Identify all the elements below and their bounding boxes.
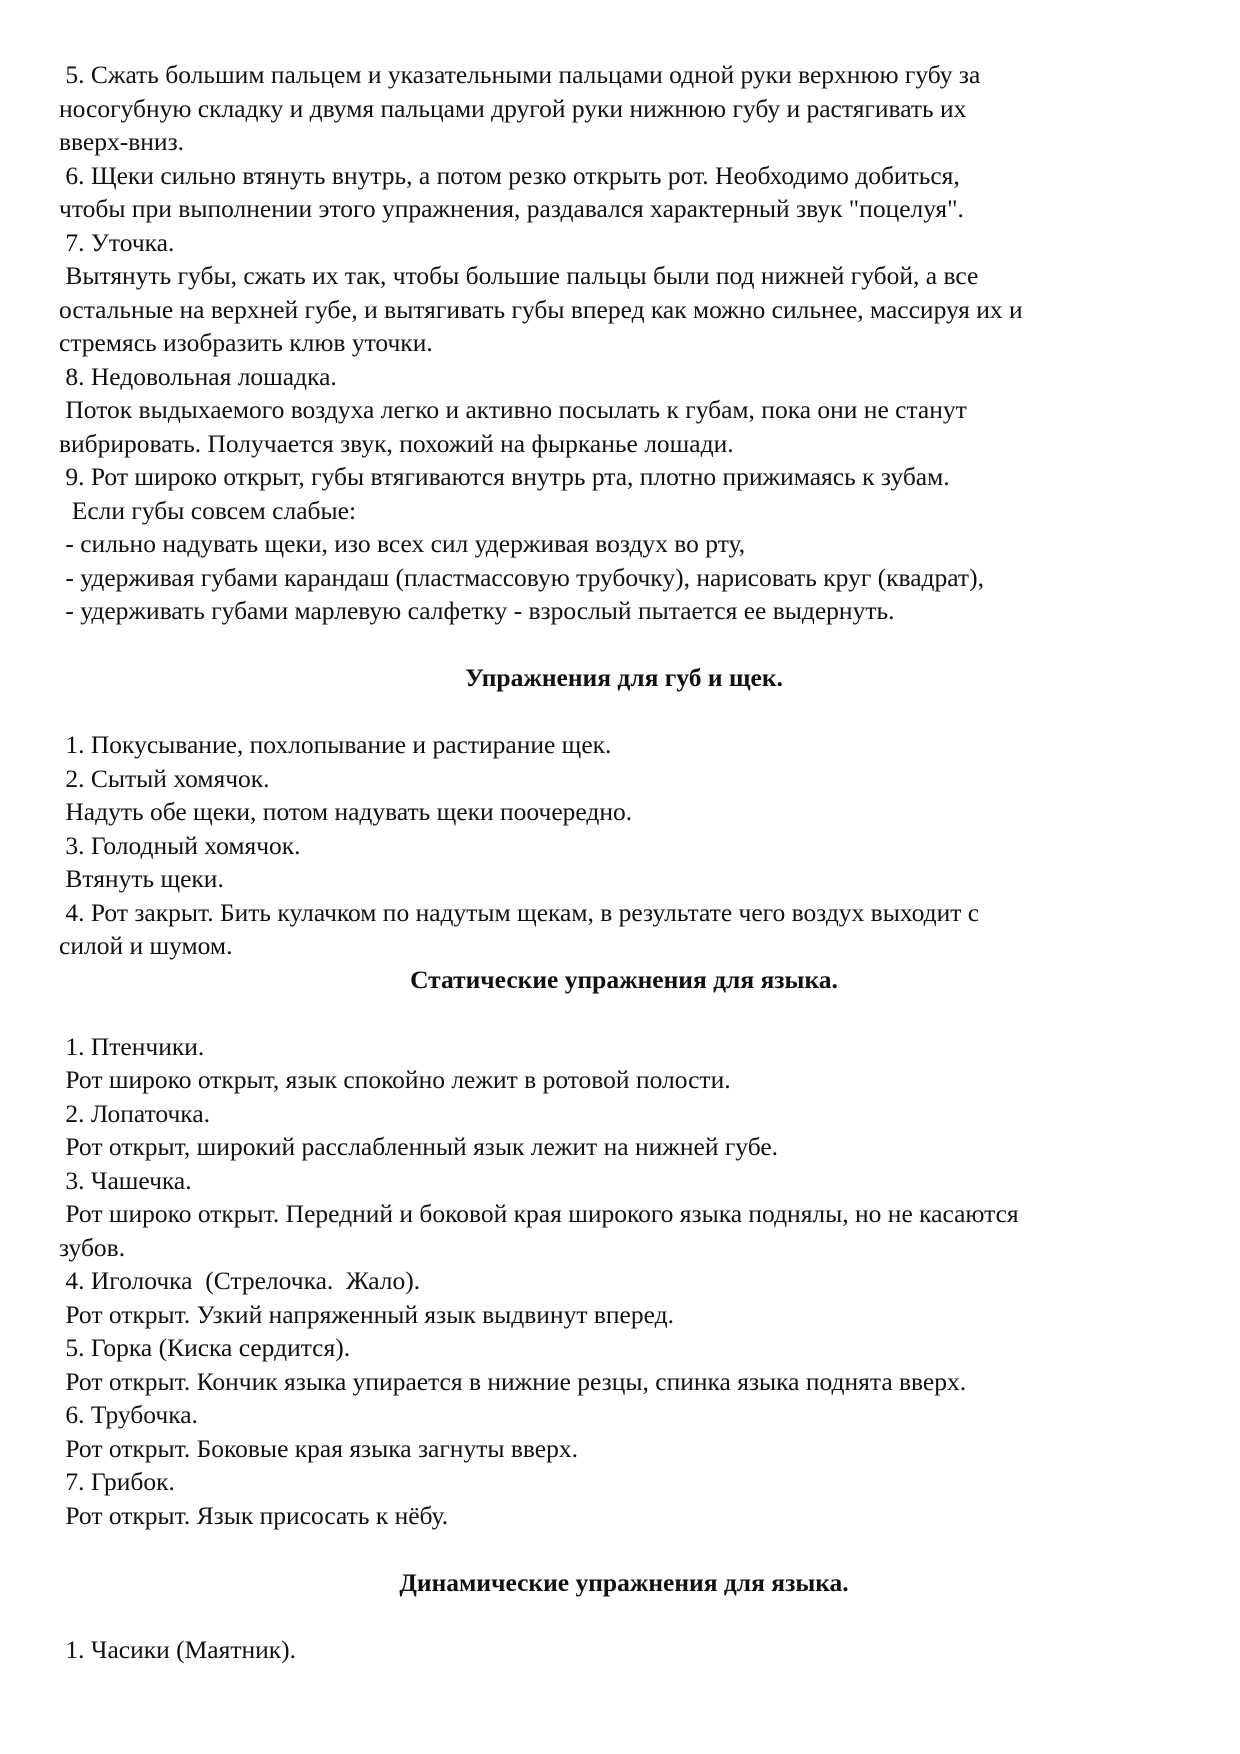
text-line: вверх-вниз. bbox=[59, 127, 185, 156]
text-line: 6. Трубочка. bbox=[59, 1400, 198, 1429]
text-line: 6. Щеки сильно втянуть внутрь, а потом резко открыть рот. Необходимо добиться, bbox=[59, 160, 960, 190]
text-line: Рот открыт. Узкий напряженный язык выдвинут вперед. bbox=[59, 1299, 674, 1329]
blank-line bbox=[59, 628, 1189, 662]
text-line: Рот открыт. Язык присосать к нёбу. bbox=[59, 1500, 449, 1530]
text-line: Если губы совсем слабые: bbox=[59, 495, 357, 525]
text-line: силой и шумом. bbox=[59, 931, 233, 960]
text-line: 9. Рот широко открыт, губы втягиваются внутрь рта, плотно прижимаясь к зубам. bbox=[59, 462, 950, 491]
text-line: 3. Голодный хомячок. bbox=[59, 830, 301, 860]
document-page bbox=[59, 58, 1189, 1666]
text-line: 4. Рот закрыт. Бить кулачком по надутым щекам, в результате чего воздух выходит с bbox=[59, 897, 980, 927]
text-line: Рот открыт. Кончик языка упирается в нижние резцы, спинка языка поднята вверх. bbox=[59, 1366, 967, 1396]
text-line: - сильно надувать щеки, изо всех сил удерживая воздух во рту, bbox=[59, 529, 746, 558]
text-line: - удерживать губами марлевую салфетку - взрослый пытается ее выдернуть. bbox=[59, 596, 895, 625]
text-line: 2. Лопаточка. bbox=[59, 1098, 211, 1128]
section-heading-dynamic-tongue: Динамические упражнения для языка. bbox=[399, 1567, 849, 1597]
text-line: Поток выдыхаемого воздуха легко и активно посылать к губам, пока они не станут bbox=[59, 395, 967, 424]
text-line: 1. Часики (Маятник). bbox=[59, 1634, 297, 1664]
text-line: Вытянуть губы, сжать их так, чтобы большие пальцы были под нижней губой, а все bbox=[59, 261, 979, 290]
blank-line bbox=[59, 695, 1189, 729]
text-line: остальные на верхней губе, и вытягивать губы вперед как можно сильнее, массируя их и bbox=[59, 294, 1023, 324]
text-line: чтобы при выполнении этого упражнения, раздавался характерный звук "поцелуя". bbox=[59, 194, 964, 223]
text-line: 8. Недовольная лошадка. bbox=[59, 361, 337, 391]
text-line: Втянуть щеки. bbox=[59, 864, 224, 893]
text-line: 5. Сжать большим пальцем и указательными пальцами одной руки верхнюю губу за bbox=[59, 60, 981, 89]
blank-line bbox=[59, 996, 1189, 1030]
section-heading-lips-cheeks: Упражнения для губ и щек. bbox=[465, 663, 783, 692]
text-line: Надуть обе щеки, потом надувать щеки поочередно. bbox=[59, 797, 633, 826]
text-line: 7. Грибок. bbox=[59, 1467, 175, 1496]
text-line: 5. Горка (Киска сердится). bbox=[59, 1333, 351, 1362]
text-line: зубов. bbox=[59, 1232, 126, 1262]
blank-line bbox=[59, 1532, 1189, 1566]
text-line: - удерживая губами карандаш (пластмассовую трубочку), нарисовать круг (квадрат), bbox=[59, 562, 984, 592]
text-line: 3. Чашечка. bbox=[59, 1165, 192, 1195]
text-line: 1. Покусывание, похлопывание и растирание щек. bbox=[59, 730, 612, 759]
text-line: Рот широко открыт, язык спокойно лежит в ротовой полости. bbox=[59, 1065, 731, 1094]
text-line: 2. Сытый хомячок. bbox=[59, 763, 270, 793]
text-line: стремясь изобразить клюв уточки. bbox=[59, 328, 433, 357]
text-line: вибрировать. Получается звук, похожий на фырканье лошади. bbox=[59, 428, 734, 458]
section-heading-static-tongue: Статические упражнения для языка. bbox=[410, 964, 838, 994]
text-line: Рот открыт. Боковые края языка загнуты вверх. bbox=[59, 1433, 578, 1463]
blank-line bbox=[59, 1599, 1189, 1633]
text-line: Рот широко открыт. Передний и боковой края широкого языка поднялы, но не касаются bbox=[59, 1199, 1019, 1228]
text-line: Рот открыт, широкий расслабленный язык лежит на нижней губе. bbox=[59, 1132, 779, 1161]
text-line: 1. Птенчики. bbox=[59, 1031, 205, 1061]
text-line: 4. Иголочка (Стрелочка. Жало). bbox=[59, 1266, 421, 1295]
text-line: носогубную складку и двумя пальцами другой руки нижнюю губу и растягивать их bbox=[59, 93, 967, 123]
text-line: 7. Уточка. bbox=[59, 227, 175, 257]
